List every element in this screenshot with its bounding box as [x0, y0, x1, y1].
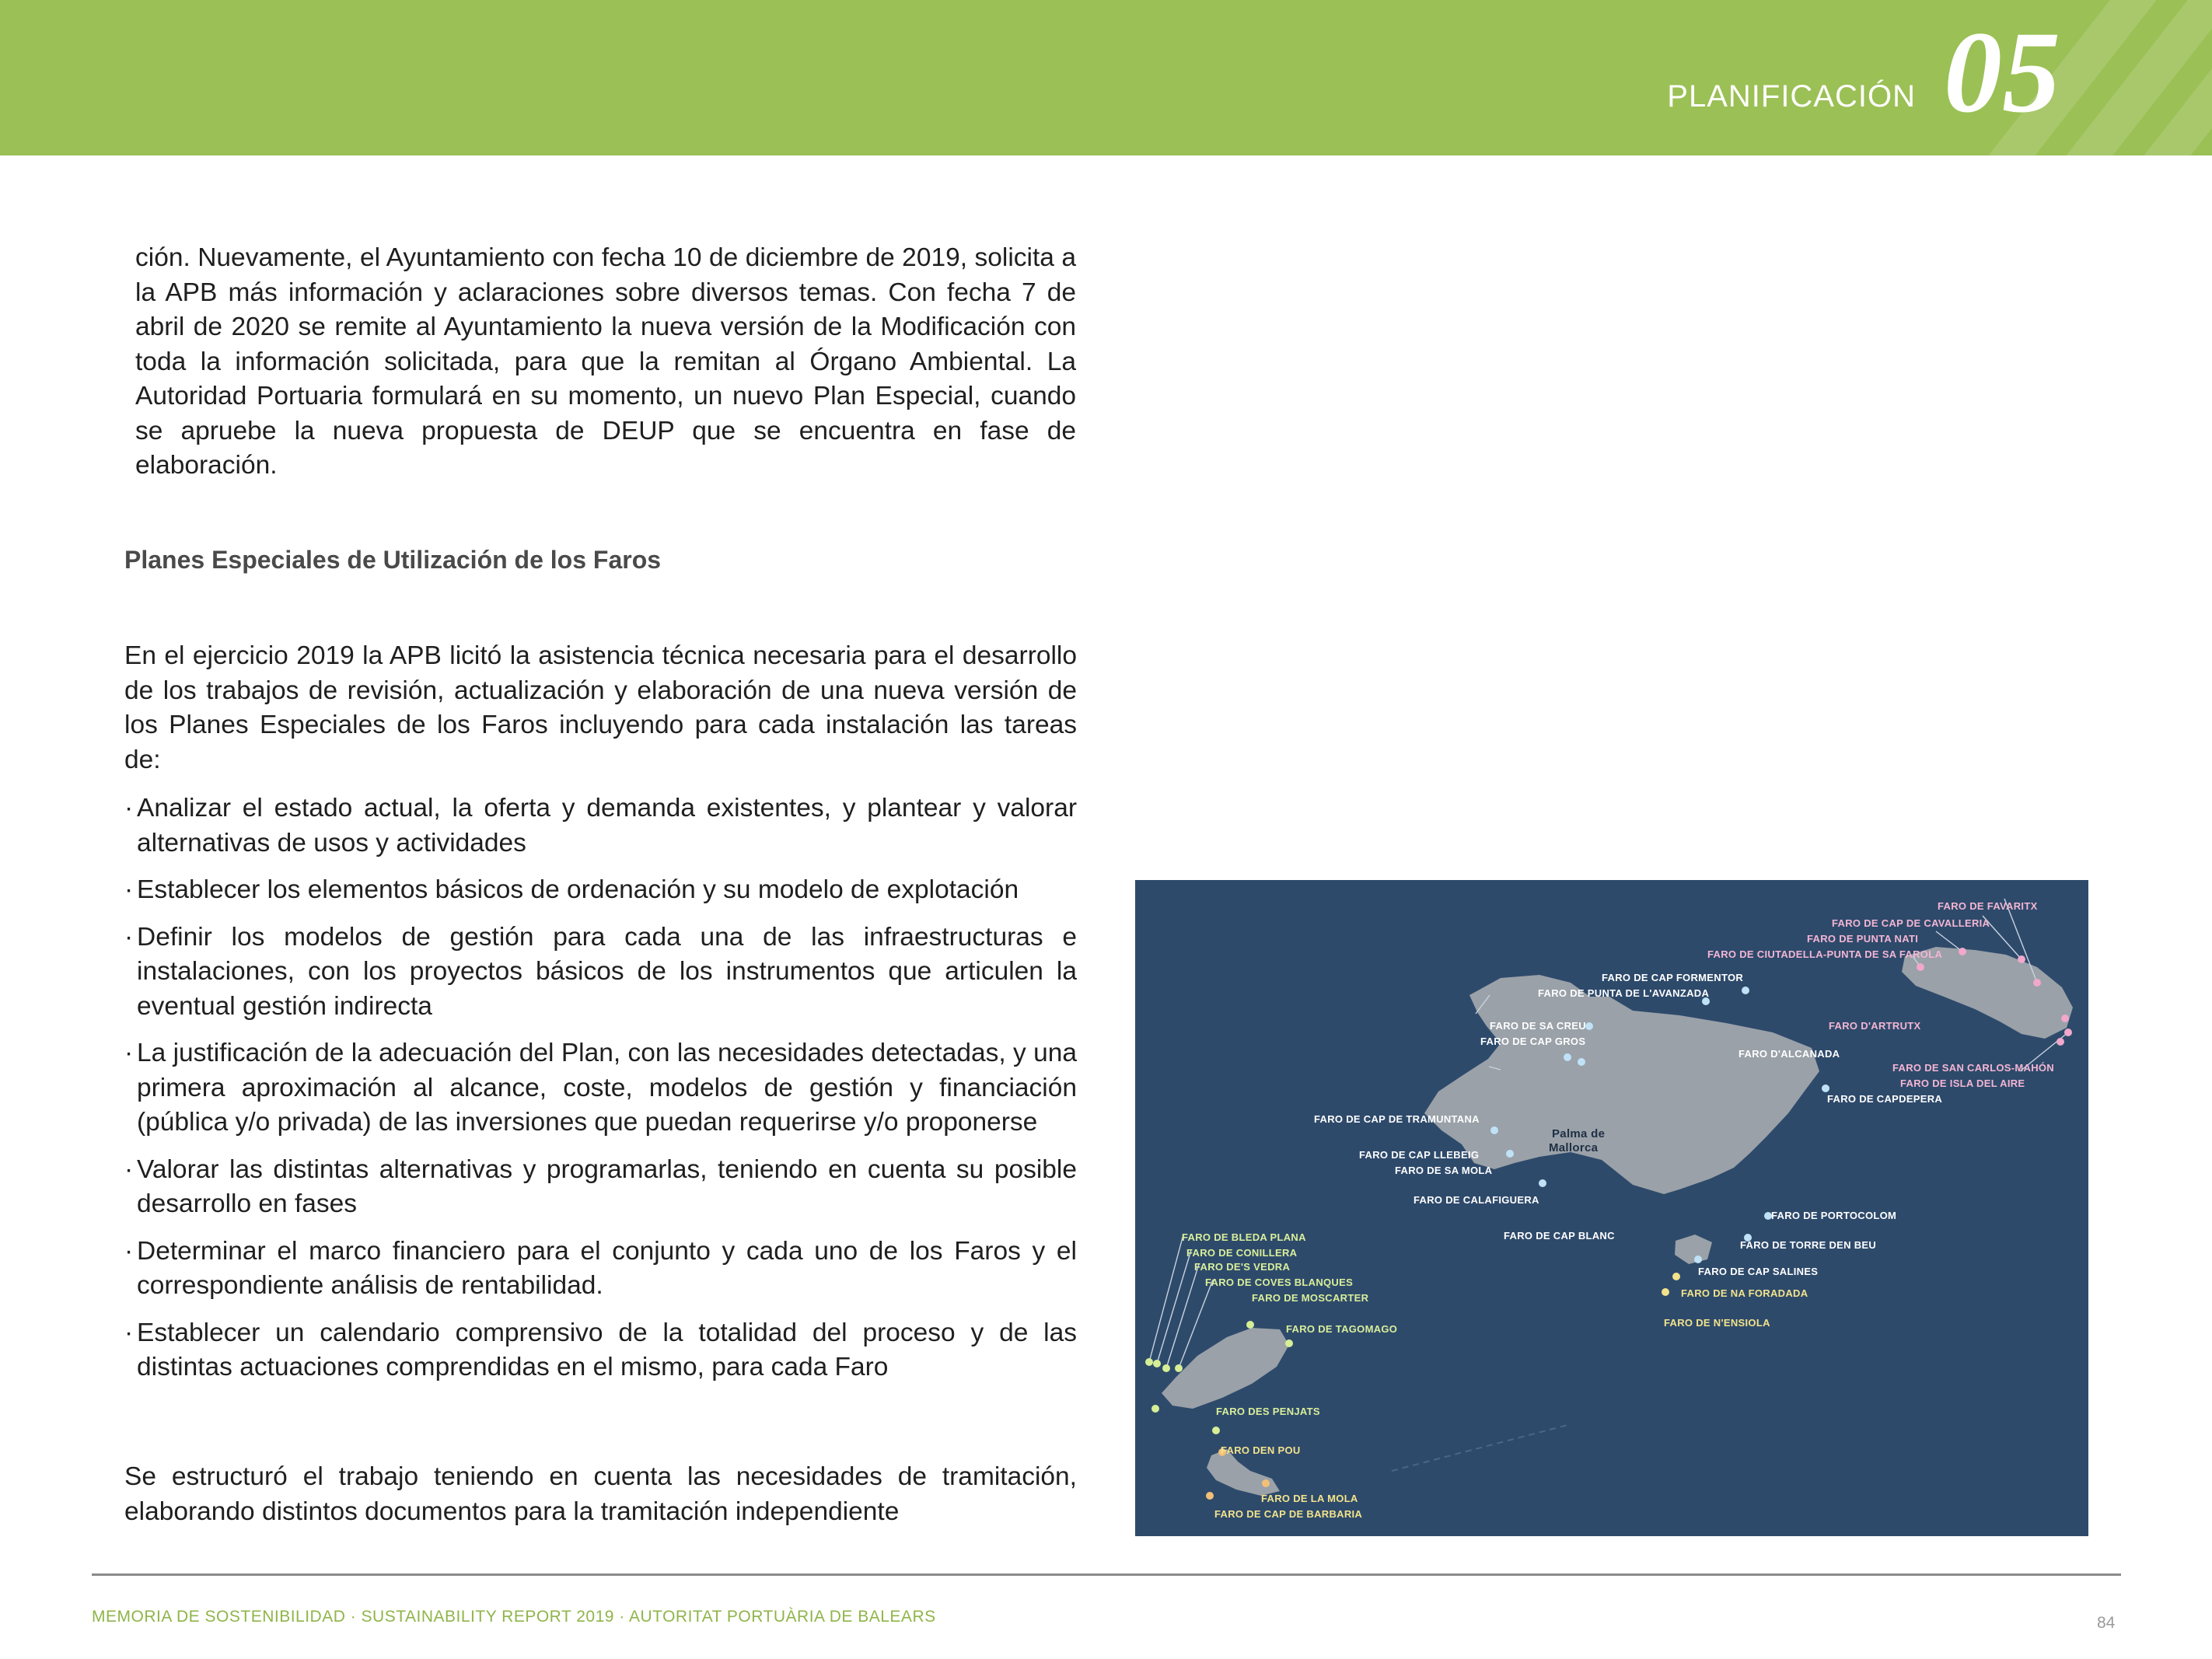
map-label: FARO DE SAN CARLOS-MAHÓN — [1892, 1062, 2054, 1074]
map-label: FARO DE PUNTA NATI — [1807, 933, 1919, 945]
map-label: FARO D'ARTRUTX — [1829, 1020, 1921, 1032]
map-label: FARO DE BLEDA PLANA — [1182, 1231, 1306, 1243]
map-label: FARO DE FAVARITX — [1938, 900, 2038, 912]
footer-report-title: MEMORIA DE SOSTENIBILIDAD · SUSTAINABILITY REPORT 2019 · AUTORITAT PORTUÀRIA DE BALEARS — [92, 1608, 936, 1626]
list-item-text: Definir los modelos de gestión para cada una de las infraestructuras e instalaciones, con los proyectos básicos de los instrumentos que articulen la eventual gestión indirecta — [137, 922, 1077, 1021]
map-label: FARO DE CONILLERA — [1186, 1247, 1298, 1259]
list-item — [124, 1153, 1077, 1222]
map-label: FARO DE CAP LLEBEIG — [1359, 1149, 1480, 1161]
map-label: FARO DE LA MOLA — [1261, 1493, 1358, 1504]
map-label: FARO DE SA CREU — [1490, 1020, 1586, 1032]
map-label: FARO DE CAPDEPERA — [1827, 1093, 1943, 1105]
list-item — [124, 1316, 1077, 1385]
list-item — [124, 1235, 1077, 1304]
formentera-island — [1207, 1449, 1280, 1496]
map-label: FARO DE CAP DE CAVALLERIA — [1832, 917, 1990, 929]
map-label: FARO DE ISLA DEL AIRE — [1900, 1077, 2025, 1089]
map-label: FARO DE CAP GROS — [1480, 1036, 1586, 1047]
map-label: FARO DE TAGOMAGO — [1286, 1323, 1398, 1335]
section-number: 05 — [1944, 8, 2060, 137]
bullet-icon: · — [124, 922, 134, 952]
map-label: FARO DE NA FORADADA — [1681, 1287, 1808, 1299]
map-label: FARO DE TORRE DEN BEU — [1740, 1239, 1877, 1251]
task-list — [124, 791, 1077, 1398]
cabrera-island — [1675, 1235, 1712, 1264]
page-number: 84 — [2097, 1614, 2116, 1632]
bullet-icon: · — [124, 1154, 134, 1184]
bullet-icon: · — [124, 1318, 134, 1347]
paragraph-2: En el ejercicio 2019 la APB licitó la asistencia técnica necesaria para el desarrollo de los trabajos de revisión, actualización y elaboración de una nueva versión de los Planes Especiales de los Faros incluyendo para cada instalación las tareas de: — [124, 641, 1077, 774]
list-item-text: Establecer los elementos básicos de ordenación y su modelo de explotación — [137, 875, 1019, 904]
bullet-icon: · — [124, 875, 134, 904]
map-label: FARO DE COVES BLANQUES — [1205, 1277, 1354, 1288]
list-item — [124, 1036, 1077, 1140]
mallorca-island — [1424, 975, 1819, 1194]
list-item-text: Analizar el estado actual, la oferta y demanda existentes, y plantear y valorar alternativas de usos y actividades — [137, 794, 1077, 857]
list-item-text: Determinar el marco financiero para el conjunto y cada uno de los Faros y el correspondiente análisis de rentabilidad. — [137, 1236, 1077, 1300]
city-label: Palma de — [1552, 1127, 1606, 1140]
map-label: FARO DE PORTOCOLOM — [1771, 1210, 1897, 1221]
map-label: FARO DE CAP DE BARBARIA — [1214, 1508, 1363, 1520]
section-label: PLANIFICACIÓN — [1667, 79, 1916, 114]
list-item-text: La justificación de la adecuación del Plan, con las necesidades detectadas, y una primera aproximación al alcance, coste, modelos de gestión y financiación (pública y/o privada) de las inversiones que puedan requerirse y/o proponerse — [137, 1039, 1077, 1137]
subheading: Planes Especiales de Utilización de los Faros — [124, 546, 662, 574]
list-item — [124, 920, 1077, 1025]
map-label: FARO DES PENJATS — [1216, 1406, 1320, 1417]
bullet-icon: · — [124, 1236, 134, 1266]
map-label: FARO DE CAP SALINES — [1698, 1266, 1819, 1277]
map-label: FARO D'ALCANADA — [1738, 1048, 1840, 1060]
list-item-text: Valorar las distintas alternativas y programarlas, teniendo en cuenta su posible desarrollo en fases — [137, 1154, 1077, 1218]
map-label: FARO DE CAP DE TRAMUNTANA — [1314, 1113, 1480, 1125]
map-label: FARO DE CAP BLANC — [1504, 1230, 1615, 1242]
lighthouses-map — [1135, 880, 2088, 1536]
bullet-icon: · — [124, 794, 134, 823]
map-label: FARO DE PUNTA DE L'AVANZADA — [1538, 987, 1710, 999]
paragraph-3: Se estructuró el trabajo teniendo en cuenta las necesidades de tramitación, elaborando distintos documentos para la tramitación independiente — [124, 1462, 1077, 1526]
map-label: FARO DE CIUTADELLA-PUNTA DE SA FAROLA — [1707, 948, 1943, 960]
header-band — [0, 0, 2212, 155]
bullet-icon: · — [124, 1039, 134, 1067]
list-item-text: Establecer un calendario comprensivo de la totalidad del proceso y de las distintas actuaciones comprendidas en el mismo, para cada Faro — [137, 1318, 1077, 1381]
map-label: FARO DE CALAFIGUERA — [1414, 1194, 1539, 1206]
map-label: FARO DE CAP FORMENTOR — [1602, 972, 1744, 983]
list-item — [124, 873, 1077, 908]
paragraph-1: ción. Nuevamente, el Ayuntamiento con fecha 10 de diciembre de 2019, solicita a la APB más información y aclaraciones sobre diversos temas. Con fecha 7 de abril de 2020 se remite al Ayuntamiento la nueva versión de la Modificación con toda la información solicitada, para que la remitan al Órgano Ambiental. La Autoridad Portuaria formulará en su momento, un nuevo Plan Especial, cuando se apruebe la nueva propuesta de DEUP que se encuentra en fase de elaboración. — [135, 243, 1076, 480]
map-label: FARO DE SA MOLA — [1395, 1165, 1493, 1176]
menorca-island — [1902, 947, 2073, 1039]
city-label: Mallorca — [1549, 1141, 1599, 1154]
map-label: FARO DE MOSCARTER — [1252, 1292, 1369, 1304]
list-item — [124, 791, 1077, 861]
map-label: FARO DEN POU — [1221, 1444, 1301, 1456]
map-label: FARO DE N'ENSIOLA — [1664, 1317, 1770, 1329]
footer-divider — [92, 1573, 2121, 1576]
map-label: FARO DE'S VEDRA — [1194, 1261, 1291, 1273]
